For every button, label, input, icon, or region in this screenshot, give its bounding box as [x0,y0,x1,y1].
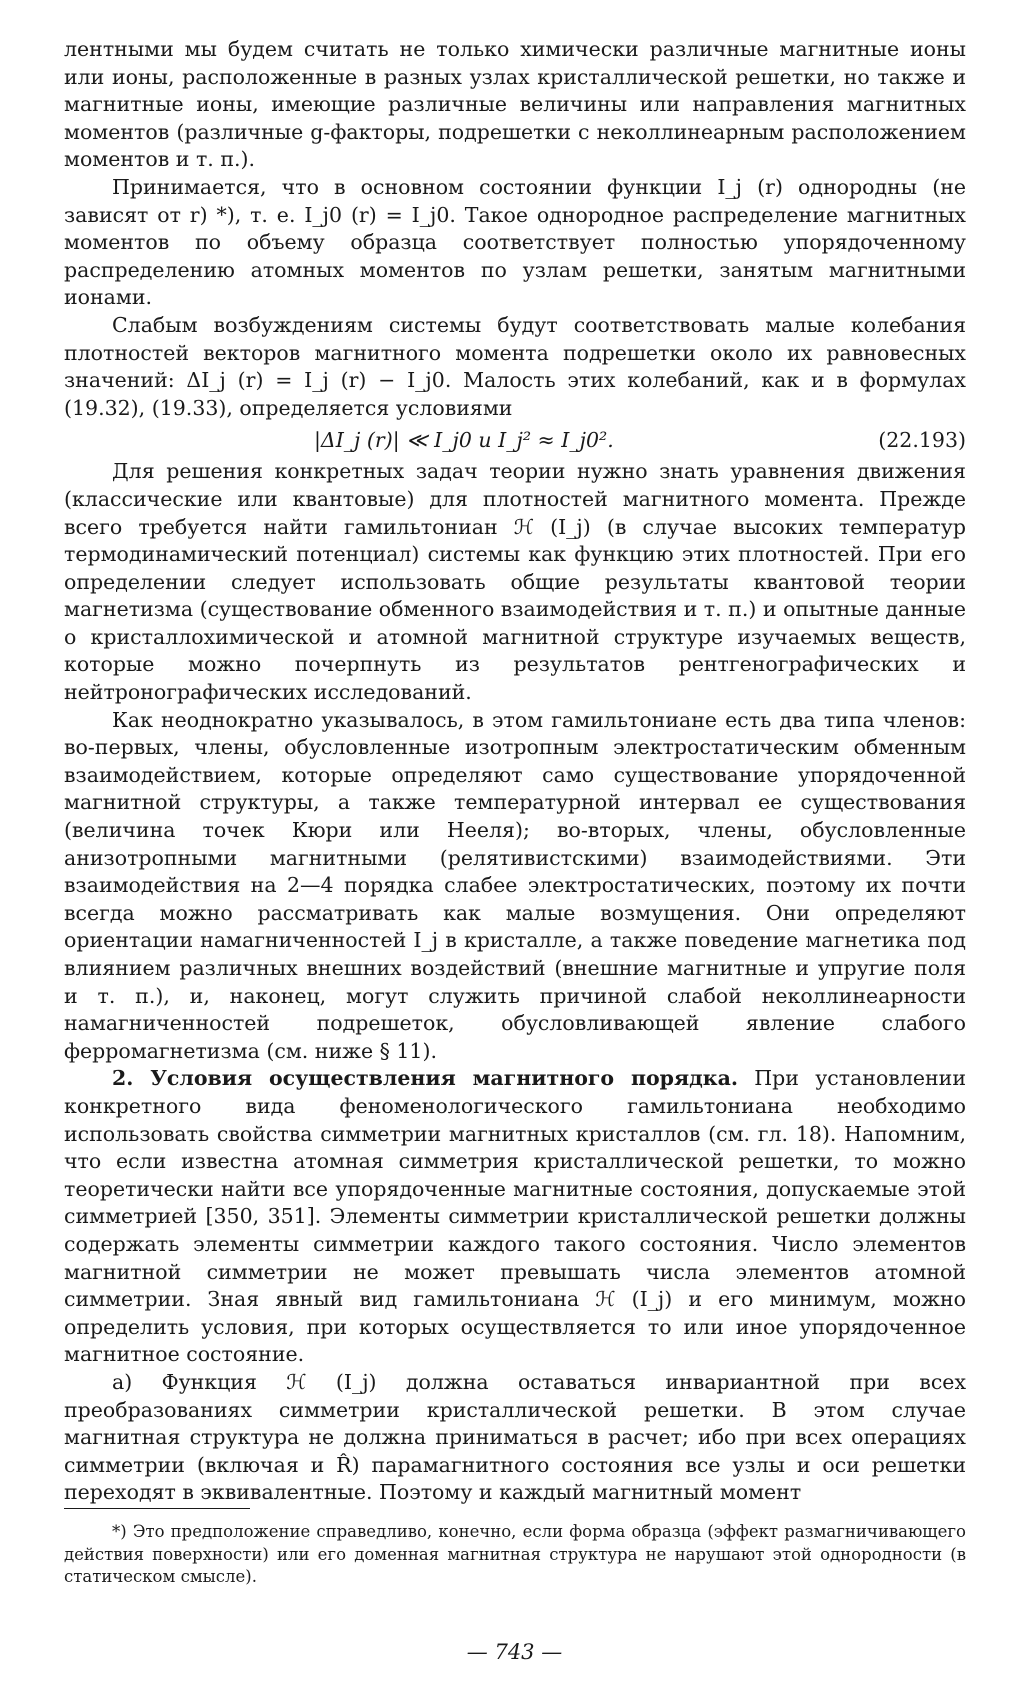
paragraph-2: Принимается, что в основном состоянии функции I_j (r) однородны (не зависят от r) *), т. е. I_j0 (r) = I_j0. Такое однородное распределение магнитных моментов по объему образца соответствует полностью упорядоченному распределению атомных моментов по узлам решетки, занятым магнитными ионами. [64,174,966,310]
paragraph-4: Для решения конкретных задач теории нужно знать уравнения движения (классические или квантовые) для плотностей магнитного момента. Прежде всего требуется найти гамильтониан ℋ (I_j) (в случае высоких температур термодинамический потенциал) системы как функцию этих плотностей. При его определении следует использовать общие результаты квантовой теории магнетизма (существование обменного взаимодействия и т. п.) и опытные данные о кристаллохимической и атомной магнитной структуре изучаемых веществ, которые можно почерпнуть из результатов рентгенографических и нейтронографических исследований. [64,459,966,705]
section-heading: 2. Условия осуществления магнитного порядка. [112,1066,739,1091]
footnote: *) Это предположение справедливо, конечно, если форма образца (эффект размагничивающего действия поверхности) или его доменная магнитная структура не нарушают этой однородности (в статическом смысле). [64,1522,966,1586]
paragraph-5: Как неоднократно указывалось, в этом гамильтониане есть два типа членов: во-первых, члены, обусловленные изотропным электростатическим обменным взаимодействием, которые определяют само существование упорядоченной магнитной структуры, а также температурной интервал ее существования (величина точек Кюри или Нееля); во-вторых, члены, обусловленные анизотропными магнитными (релятивистскими) взаимодействиями. Эти взаимодействия на 2—4 порядка слабее электростатических, поэтому их почти всегда можно рассматривать как малые возмущения. Они определяют ориентации намагниченностей I_j в кристалле, а также поведение магнетика под влиянием различных внешних воздействий (внешние магнитные и упругие поля и т. п.), и, наконец, могут служить причиной слабой неколлинеарности намагниченностей подрешеток, обусловливающей явление слабого ферромагнетизма (см. ниже § 11). [64,707,966,1063]
page-number: — 743 — [466,1640,563,1664]
formula-22-193 [64,422,966,458]
page-body [64,36,966,1507]
paragraph-3: Слабым возбуждениям системы будут соответствовать малые колебания плотностей векторов магнитного момента подрешетки около их равновесных значений: ΔI_j (r) = I_j (r) − I_j0. Малость этих колебаний, как и в формулах (19.32), (19.33), определяется условиями [64,312,966,420]
footnote-rule [64,1508,250,1509]
formula-expression: |ΔI_j (r)| ≪ I_j0 и I_j² ≈ I_j0². [314,428,614,453]
formula-number: (22.193) [878,428,966,453]
paragraph-1: лентными мы будем считать не только химически различные магнитные ионы или ионы, расположенные в разных узлах кристаллической решетки, но также и магнитные ионы, имеющие различные величины или направления магнитных моментов (различные g-факторы, подрешетки с неколлинеарным расположением моментов и т. п.). [64,37,966,172]
paragraph-7: а) Функция ℋ (I_j) должна оставаться инвариантной при всех преобразованиях симметрии кристаллической решетки. В этом случае магнитная структура не должна приниматься в расчет; ибо при всех операциях симметрии (включая и R̂) парамагнитного состояния все узлы и оси решетки переходят в эквивалентные. Поэтому и каждый магнитный момент [64,1369,966,1505]
paragraph-6 [64,1065,966,1369]
paragraph-6-text: При установлении конкретного вида феноменологического гамильтониана необходимо использовать свойства симметрии магнитных кристаллов (см. гл. 18). Напомним, что если известна атомная симметрия кристаллической решетки, то можно теоретически найти все упорядоченные магнитные состояния, допускаемые этой симметрией [350, 351]. Элементы симметрии кристаллической решетки должны содержать элементы симметрии каждого такого состояния. Число элементов магнитной симметрии не может превышать числа элементов атомной симметрии. Зная явный вид гамильтониана ℋ (I_j) и его минимум, можно определить условия, при которых осуществляется то или иное упорядоченное магнитное состояние. [64,1066,966,1367]
